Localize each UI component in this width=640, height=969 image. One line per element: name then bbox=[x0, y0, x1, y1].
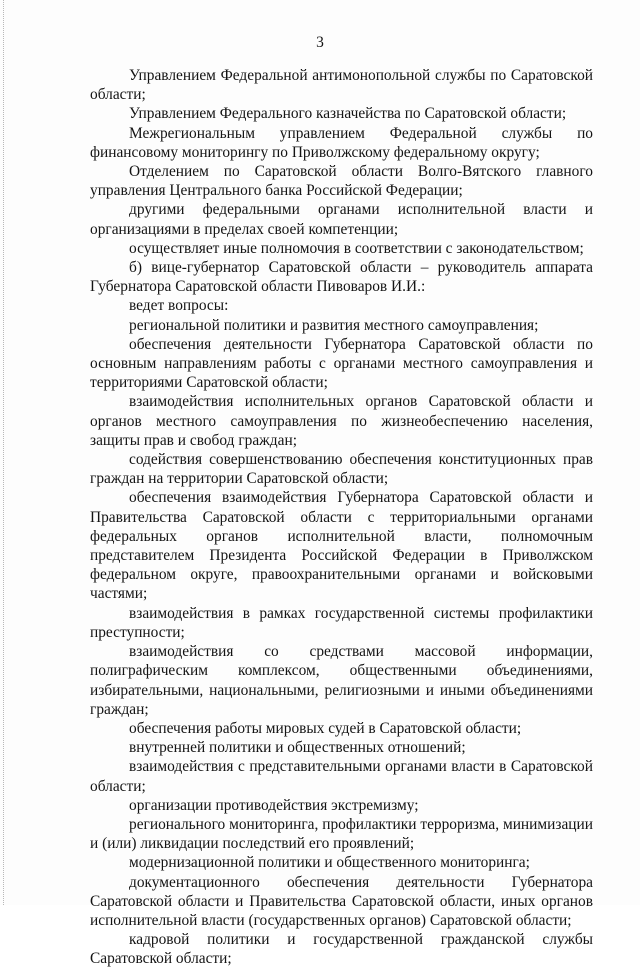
page-number: 3 bbox=[316, 34, 324, 51]
paragraph: содействия совершенствованию обеспечения конституционных прав граждан на территории Саратовской области; bbox=[90, 451, 593, 488]
paragraph: взаимодействия в рамках государственной системы профилактики преступности; bbox=[90, 604, 593, 641]
document-body bbox=[90, 66, 593, 969]
paragraph: внутренней политики и общественных отношений; bbox=[129, 739, 466, 757]
paragraph: документационного обеспечения деятельности Губернатора Саратовской области и Правительства Саратовской области, иных органов исполнительной власти (государственных органов) Саратовской области; bbox=[90, 873, 593, 929]
paragraph: модернизационной политики и общественного мониторинга; bbox=[129, 854, 530, 872]
paragraph: обеспечения взаимодействия Губернатора Саратовской области и Правительства Саратовской области с территориальными органами федеральных органов исполнительной власти, полномочным представителем Президента Российской Федерации в Приволжском федеральном округе, правоохранительными органами и войсковыми частями; bbox=[90, 489, 593, 603]
scan-edge-line bbox=[3, 0, 5, 905]
paragraph: кадровой политики и государственной гражданской службы Саратовской области; bbox=[90, 931, 593, 968]
paragraph: Отделением по Саратовской области Волго-Вятского главного управления Центрального банка Российской Федерации; bbox=[90, 163, 593, 200]
paragraph: взаимодействия со средствами массовой информации, полиграфическим комплексом, общественными объединениями, избирательными, национальными, религиозными и иными объединениями граждан; bbox=[90, 643, 593, 718]
paragraph: обеспечения работы мировых судей в Саратовской области; bbox=[129, 719, 522, 737]
paragraph: взаимодействия исполнительных органов Саратовской области и органов местного самоуправления по жизнеобеспечению населения, защиты прав и свобод граждан; bbox=[90, 393, 593, 449]
paragraph: региональной политики и развития местного самоуправления; bbox=[129, 316, 539, 334]
paragraph: взаимодействия с представительными органами власти в Саратовской области; bbox=[90, 758, 593, 795]
paragraph: осуществляет иные полномочия в соответствии с законодательством; bbox=[129, 239, 584, 257]
paragraph: регионального мониторинга, профилактики терроризма, минимизации и (или) ликвидации последствий его проявлений; bbox=[90, 815, 593, 853]
paragraph: Управлением Федерального казначейства по Саратовской области; bbox=[129, 105, 567, 123]
paragraph: ведет вопросы: bbox=[129, 297, 229, 315]
paragraph: б) вице-губернатор Саратовской области – руководитель аппарата Губернатора Саратовской области Пивоваров И.И.: bbox=[90, 259, 593, 296]
paragraph: Управлением Федеральной антимонопольной службы по Саратовской области; bbox=[90, 67, 593, 104]
paragraph: Межрегиональным управлением Федеральной службы по финансовому мониторингу по Приволжскому федеральному округу; bbox=[90, 124, 593, 161]
paragraph: организации противодействия экстремизму; bbox=[129, 796, 419, 814]
paragraph: обеспечения деятельности Губернатора Саратовской области по основным направлениям работы с органами местного самоуправления и территориями Саратовской области; bbox=[90, 335, 593, 392]
paragraph: другими федеральными органами исполнительной власти и организациями в пределах своей компетенции; bbox=[90, 201, 593, 238]
